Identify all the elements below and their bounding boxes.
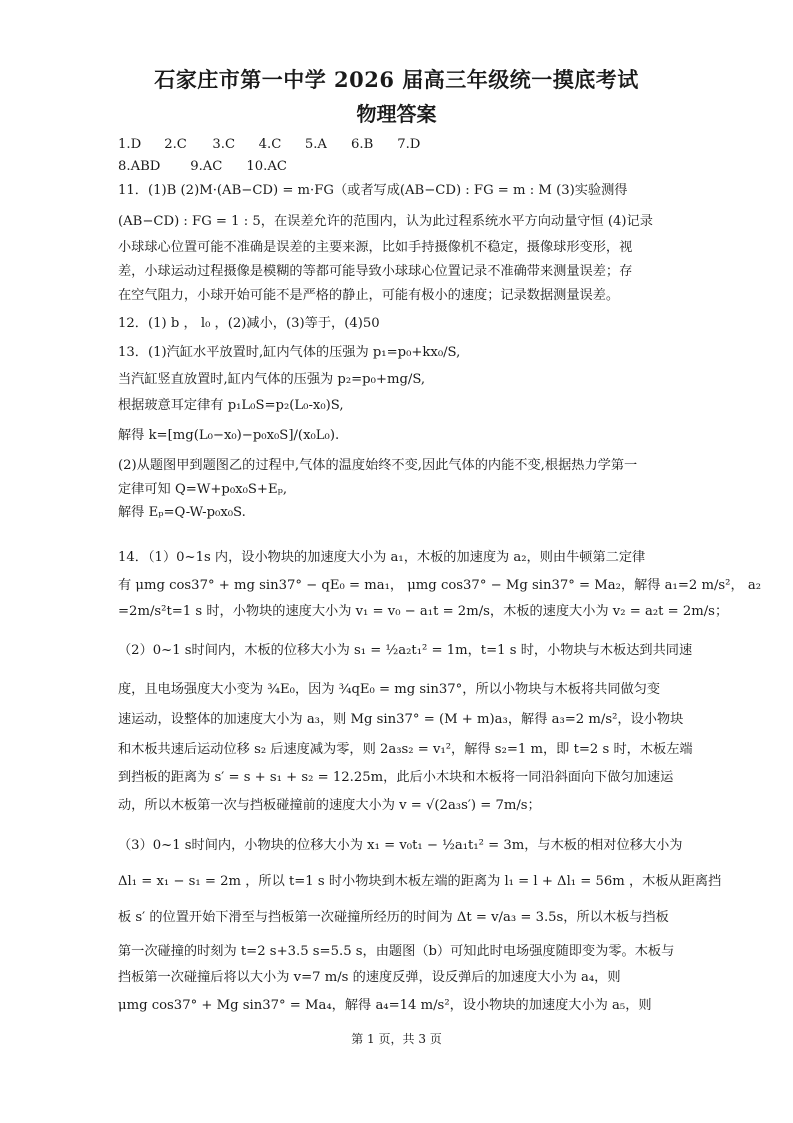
choice-answer: 6.B [351,137,374,152]
choice-answer: 4.C [258,137,282,152]
choice-answer: 10.AC [246,159,287,174]
q14-line: （2）0~1 s时间内，木板的位移大小为 s₁ = ½a₂t₁² = 1m，t=1 s 时，小物块与木板达到共同速 [118,643,693,658]
q13-line: 解得 Eₚ=Q-W-p₀x₀S. [118,505,246,520]
choice-answers-row-2 [118,157,678,176]
choice-answer: 3.C [212,137,236,152]
answer-subtitle: 物理答案 [356,102,437,126]
q14-line: 有 μmg cos37° + mg sin37° − qE₀ = ma₁， μmg cos37° − Mg sin37° = Ma₂，解得 a₁=2 m/s²， a₂ [118,578,761,593]
q13-line: 13．(1)汽缸水平放置时,缸内气体的压强为 p₁=p₀+kx₀/S, [118,345,461,360]
q13-line: 根据玻意耳定律有 p₁L₀S=p₂(L₀-x₀)S, [118,398,344,413]
q13-line: 定律可知 Q=W+p₀x₀S+Eₚ, [118,482,288,497]
page-number: 第 1 页，共 3 页 [351,1032,442,1046]
q13-line: (2)从题图甲到题图乙的过程中,气体的温度始终不变,因此气体的内能不变,根据热力学第一 [118,458,638,473]
choice-answer: 7.D [397,137,421,152]
q14-line: μmg cos37° + Mg sin37° = Ma₄，解得 a₄=14 m/s²，设小物块的加速度大小为 a₅，则 [118,998,652,1013]
q14-line: 第一次碰撞的时刻为 t=2 s+3.5 s=5.5 s，由题图（b）可知此时电场强度随即变为零。木板与 [118,944,675,959]
choice-answer: 2.C [164,137,187,152]
choice-answer: 1.D [118,137,142,152]
q14-line: 到挡板的距离为 s′ = s + s₁ + s₂ = 12.25m，此后小木块和木板将一同沿斜面向下做匀加速运 [118,770,674,785]
q11-line: 11．(1)B (2)M·(AB−CD) = m·FG（或者写成(AB−CD) : FG = m : M (3)实验测得 [118,183,628,198]
q14-line: 动，所以木板第一次与挡板碰撞前的速度大小为 v = √(2a₃s′) = 7m/s； [118,798,541,813]
q13-line: 解得 k=[mg(L₀−x₀)−p₀x₀S]/(x₀L₀). [118,428,340,443]
q14-line: 板 s′ 的位置开始下滑至与挡板第一次碰撞所经历的时间为 Δt = v/a₃ = 3.5s，所以木板与挡板 [118,910,669,925]
q11-line: 在空气阻力，小球开始可能不是严格的静止，可能有极小的速度；记录数据测量误差。 [118,288,620,303]
q13-line: 当汽缸竖直放置时,缸内气体的压强为 p₂=p₀+mg/S, [118,372,426,387]
choice-answer: 5.A [304,137,327,152]
q14-line: 和木板共速后运动位移 s₂ 后速度减为零，则 2a₃s₂ = v₁²，解得 s₂=1 m，即 t=2 s 时，木板左端 [118,742,693,757]
q11-line: 差，小球运动过程摄像是模糊的等都可能导致小球球心位置记录不准确带来测量误差；存 [118,264,633,279]
q11-line: (AB−CD) : FG = 1 : 5，在误差允许的范围内，认为此过程系统水平方向动量守恒 (4)记录 [118,214,653,229]
choice-answer: 8.ABD [118,159,161,174]
choice-answer: 9.AC [190,159,223,174]
q14-line: 度，且电场强度大小变为 ¾E₀，因为 ¾qE₀ = mg sin37°，所以小物块与木板将共同做匀变 [118,682,661,697]
q11-line: 小球球心位置可能不准确是误差的主要来源，比如手持摄像机不稳定，摄像球形变形，视 [118,240,633,255]
q14-line: 挡板第一次碰撞后将以大小为 v=7 m/s 的速度反弹，设反弹后的加速度大小为 a₄，则 [118,970,621,985]
q14-line: =2m/s²t=1 s 时，小物块的速度大小为 v₁ = v₀ − a₁t = 2m/s，木板的速度大小为 v₂ = a₂t = 2m/s； [118,604,729,619]
q14-line: 14．（1）0~1s 内，设小物块的加速度大小为 a₁，木板的加速度为 a₂，则由牛顿第二定律 [118,550,646,565]
exam-title: 石家庄市第一中学 2026 届高三年级统一摸底考试 [154,67,639,92]
q14-line: Δl₁ = x₁ − s₁ = 2m ，所以 t=1 s 时小物块到木板左端的距离为 l₁ = l + Δl₁ = 56m ，木板从距离挡 [118,874,722,889]
q12-answer: 12．(1) b ， l₀ ，(2)减小，(3)等于，(4)50 [118,316,380,331]
choice-answers-row-1 [118,135,678,154]
q14-line: 速运动，设整体的加速度大小为 a₃，则 Mg sin37° = (M + m)a₃，解得 a₃=2 m/s²，设小物块 [118,712,684,727]
q14-line: （3）0~1 s时间内，小物块的位移大小为 x₁ = v₀t₁ − ½a₁t₁² = 3m，与木板的相对位移大小为 [118,838,683,853]
